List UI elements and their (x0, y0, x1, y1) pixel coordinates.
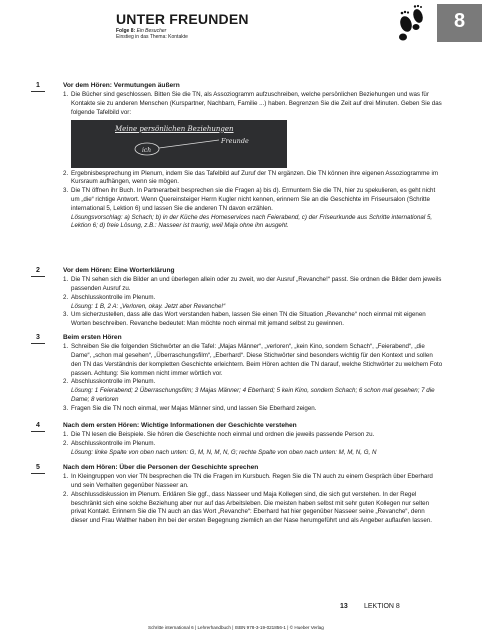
blackboard-title: Meine persönlichen Beziehungen (115, 124, 234, 133)
list-item: 1. Schreiben Sie die folgenden Stichwörter an die Tafel: „Majas Männer“, „verloren“, „kein Kino, sondern Schach“, „Feierabend“, „die Dame“, „schon mal gesehen“, „Überraschungsfilm“, „Eberhard“. Diese Stichwörter sind besonders wichtig für den Kontext und sollen den TN das Verständnis der kompletten Geschichte erleichtern. Beim Hören achten die TN darauf, welche Stichwörter zu welchem Foto passen. Achtung: Sie kommen nicht immer wörtlich vor. (63, 343, 443, 377)
list-item: 1. Die TN lesen die Beispiele. Sie hören die Geschichte noch einmal und ordnen die jeweils passende Person zu. (63, 431, 375, 439)
section-number: 1 (36, 82, 40, 89)
list-item: Lösung: 1 Feierabend; 2 Überraschungsfilm; 3 Majas Männer; 4 Eberhard; 5 kein Kino, sondern Schach; 6 schon mal gesehen; 7 die Dame; 8 verloren (71, 387, 435, 404)
chapter-badge (437, 4, 482, 42)
section-number: 4 (36, 422, 40, 429)
section-number: 3 (36, 334, 40, 341)
section-number-underline (31, 473, 45, 474)
section-number-underline (31, 343, 45, 344)
episode-label: Folge 8: (116, 28, 136, 34)
blackboard-image (71, 120, 287, 168)
blackboard-center: ich (142, 146, 152, 154)
section-title: Vor dem Hören: Vermutungen äußern (63, 82, 180, 89)
list-item: 2. Abschlusskontrolle im Plenum. (63, 440, 156, 448)
list-item: 3. Um sicherzustellen, dass alle das Wort verstanden haben, lassen Sie einen TN die Situation „Revanche“ noch einmal mit eigenen Worten beschreiben. Revanche bedeutet: Man möchte noch einmal mit jemand selbst zu gewinnen. (63, 311, 426, 328)
topic-line: Einstieg in das Thema: Kontakte (116, 34, 188, 40)
list-item: 1. In Kleingruppen von vier TN besprechen die TN die Fragen im Kursbuch. Regen Sie die TN auch zu einem Gespräch über Eberhard und sein Verhalten gegenüber Nasseer an. (63, 473, 433, 490)
page-header (0, 0, 482, 44)
lesson-label: LEKTION 8 (364, 603, 400, 610)
section-title: Vor dem Hören: Eine Worterklärung (63, 267, 175, 274)
section-title: Nach dem Hören: Über die Personen der Geschichte sprechen (63, 464, 259, 471)
page-number: 13 (340, 603, 348, 610)
section-number-underline (31, 91, 45, 92)
list-item: Lösung: 1 B, 2 A: „Verloren, okay. Jetzt aber Revanche!“ (71, 302, 226, 310)
section-number: 5 (36, 464, 40, 471)
section-body (63, 464, 443, 526)
section-body (63, 82, 443, 231)
list-item: 3. Fragen Sie die TN noch einmal, wer Majas Männer sind, und lassen Sie Eberhard zeigen. (63, 404, 317, 412)
footer-citation: Schritte international 6 | Lehrerhandbuch | ISBN 978-3-19-021856-1 | © Hueber Verlag (148, 625, 324, 630)
section-number-underline (31, 276, 45, 277)
section-title: Nach dem ersten Hören: Wichtige Informationen der Geschichte verstehen (63, 422, 297, 429)
list-item: 1. Die Bücher sind geschlossen. Bitten Sie die TN, als Assoziogramm aufzuschreiben, welche persönlichen Beziehungen und was für Kontakte sie zu anderen Menschen (Kurspartner, Nachbarn, Familie ...) haben. Begrenzen Sie die Zeit auf drei Minuten. Geben Sie das folgende Tafelbild vor: (63, 91, 442, 116)
section-number: 2 (36, 267, 40, 274)
section-body (63, 334, 443, 414)
list-item: 1. Die TN sehen sich die Bilder an und überlegen allein oder zu zweit, wo der Ausruf „Revanche!“ passt. Sie ordnen die Bilder dem jeweils passenden Ausruf zu. (63, 276, 442, 293)
blackboard-node: Freunde (221, 136, 249, 145)
section-title: Beim ersten Hören (63, 334, 122, 341)
list-item: 3. Die TN öffnen ihr Buch. In Partnerarbeit besprechen sie die Fragen a) bis d). Ermuntern Sie die TN, hier zu spekulieren, es geht nicht um „die“ richtige Antwort. Wenn Quereinsteiger Herrn Kugler nicht kennen, erinnern Sie an die Geschichte im Friseursalon (Schritte international 5, Lektion 6) und lassen Sie die anderen TN davon erzählen. (63, 187, 436, 212)
chapter-number: 8 (453, 10, 466, 32)
section-body (63, 422, 443, 458)
list-item: Lösungsvorschlag: a) Schach; b) in der Küche des Homeservices nach Feierabend, c) der Friseurkunde aus Schritte international 5, Lektion 6; d) freie Lösung, z.B.: Nasseer ist traurig, weil Maja ohne ihn ausgeht. (71, 213, 433, 230)
list-item: 2. Abschlussdiskussion im Plenum. Erklären Sie ggf., dass Nasseer und Maja Kollegen sind, die sich gut verstehen. In der Regel beschränkt sich eine solche Beziehung aber nur auf das Arbeitsleben. Die meisten haben selbst mit sehr guten Kollegen nur selten privat Kontakt. Erinnern Sie die TN auch an das Wort „Revanche“: Eberhard hat hier gegenüber Nasseer seine „Revanche“, denn dieser und Frau Walther haben ihn bei der ersten Begegnung ziemlich an der Nase herumgeführt und als Angeber auflaufen lassen. (63, 490, 432, 525)
episode-title: Ein Besucher (136, 28, 167, 34)
list-item: Lösung: linke Spalte von oben nach unten: G, M, N, M, N, G; rechte Spalte von oben nach unten: M, M, N, G, N (71, 448, 377, 456)
list-item: 2. Abschlusskontrolle im Plenum. (63, 293, 156, 301)
section-body (63, 267, 443, 329)
list-item: 2. Abschlusskontrolle im Plenum. (63, 378, 156, 386)
section-number-underline (31, 431, 45, 432)
page-title: UNTER FREUNDEN (116, 11, 249, 27)
list-item: 2. Ergebnisbesprechung im Plenum, indem Sie das Tafelbild auf Zuruf der TN ergänzen. Die TN können ihre eigenen Assoziogramme im Kursraum aufhängen, wenn sie mögen. (63, 169, 438, 186)
footprints-icon (376, 4, 426, 42)
